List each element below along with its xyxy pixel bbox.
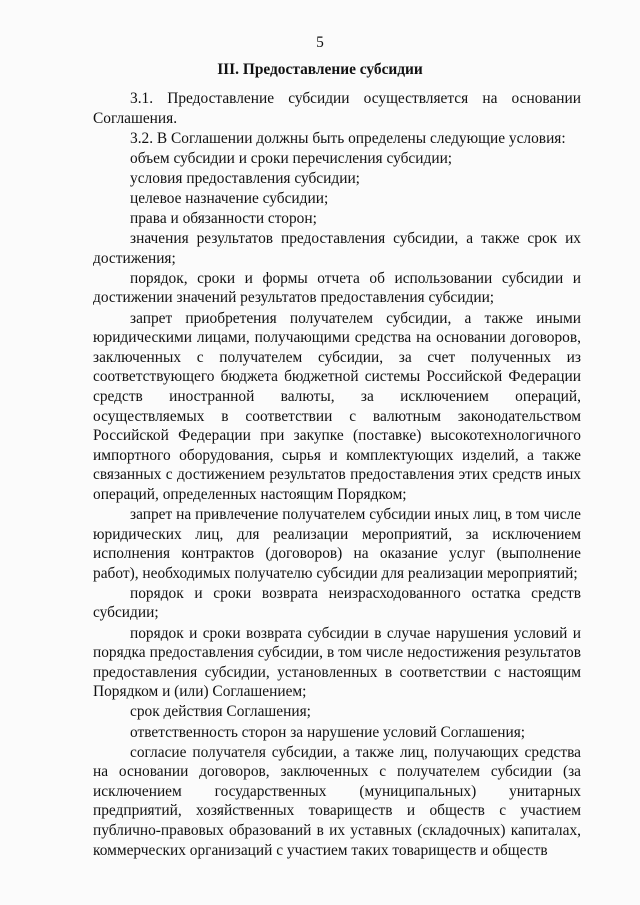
document-body [93,89,581,861]
paragraph: условия предоставления субсидии; [130,169,360,187]
paragraph: значения результатов предоставления субсидии, а также срок их достижения; [93,230,581,267]
paragraph: ответственность сторон за нарушение условий Соглашения; [130,723,526,741]
paragraph: объем субсидии и сроки перечисления субсидии; [130,149,453,167]
paragraph: целевое назначение субсидии; [130,189,329,207]
paragraph: запрет на привлечение получателем субсидии иных лиц, в том числе юридических лиц, для реализации мероприятий, за исключением исполнения контрактов (договоров) на оказание услуг (выполнение работ), необходимых получателю субсидии для реализации мероприятий; [93,505,581,582]
paragraph: согласие получателя субсидии, а также лиц, получающих средства на основании договоров, заключенных с получателем субсидии (за исключением государственных (муниципальных) унитарных предприятий, хозяйственных товариществ и обществ с участием публично-правовых образований в их уставных (складочных) капиталах, коммерческих организаций с участием таких товариществ и обществ [93,743,581,859]
paragraph: права и обязанности сторон; [130,210,317,228]
paragraph: порядок и сроки возврата неизрасходованного остатка средств субсидии; [93,584,581,622]
paragraph: порядок, сроки и формы отчета об использовании субсидии и достижении значений результатов предоставления субсидии; [93,269,581,307]
paragraph: запрет приобретения получателем субсидии, а также иными юридическими лицами, получающими средства на основании договоров, заключенных с получателем субсидии, за счет полученных из соответствующего бюджета бюджетной системы Российской Федерации средств иностранной валюты, за исключением операций, осуществляемых в соответствии с валютным законодательством Российской Федерации при закупке (поставке) высокотехнологичного импортного оборудования, сырья и комплектующих изделий, а также связанных с достижением результатов предоставления этих средств иных операций, определенных настоящим Порядком; [93,309,581,503]
paragraph: срок действия Соглашения; [130,703,311,721]
paragraph: 3.1. Предоставление субсидии осуществляется на основании Соглашения. [93,90,581,127]
page-number: 5 [316,34,324,51]
paragraph: 3.2. В Соглашении должны быть определены следующие условия: [130,129,566,147]
section-title: III. Предоставление субсидии [217,61,423,78]
paragraph: порядок и сроки возврата субсидии в случае нарушения условий и порядка предоставления субсидии, в том числе недостижения результатов предоставления субсидии, установленных в соответствии с настоящим Порядком и (или) Соглашением; [93,624,581,701]
